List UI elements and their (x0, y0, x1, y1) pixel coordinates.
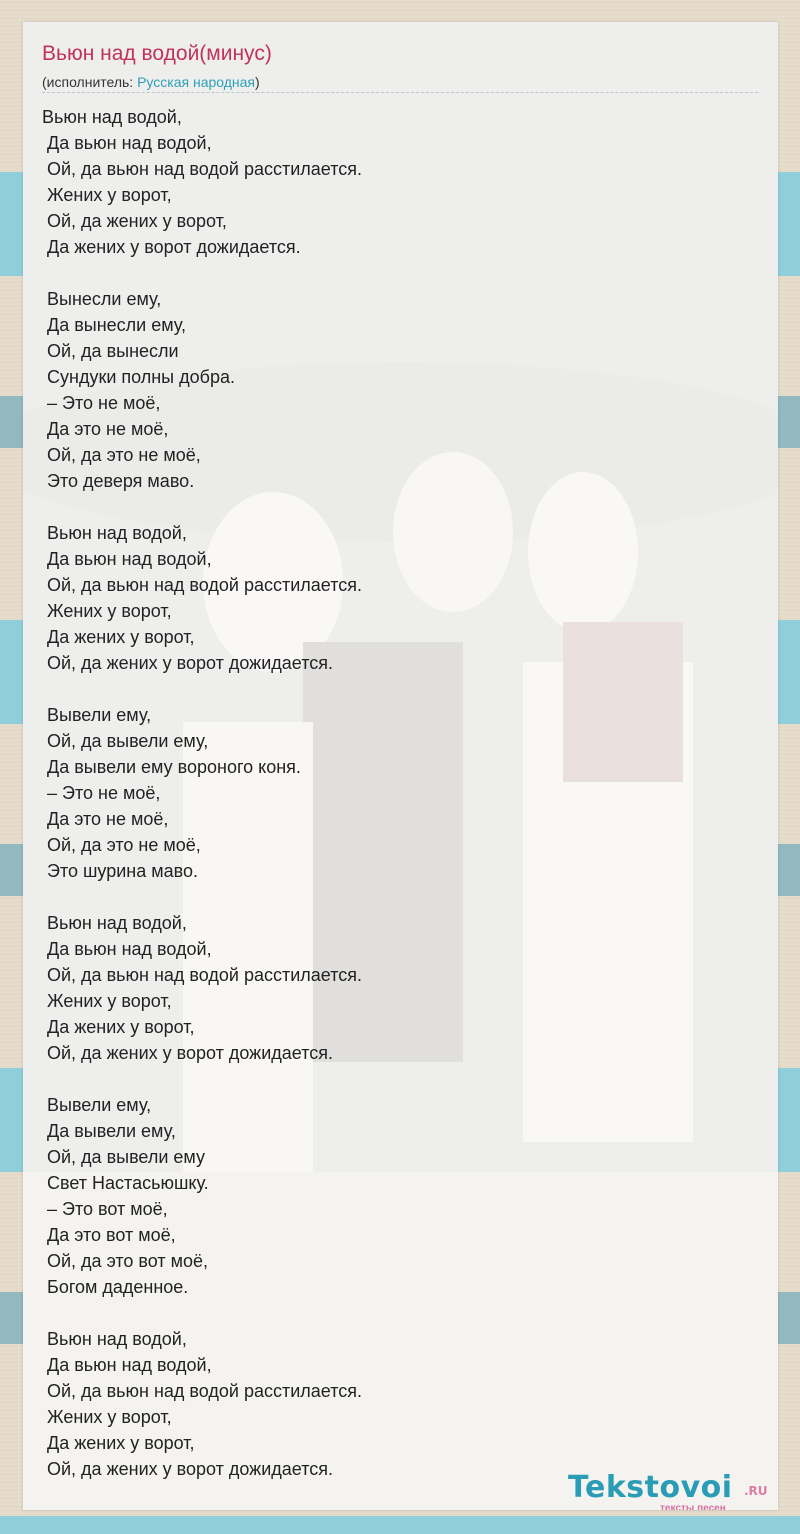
lyric-line: Да вьюн над водой, (42, 1355, 212, 1375)
lyric-line: Жених у ворот, (42, 601, 172, 621)
lyric-line: Да это не моё, (42, 419, 169, 439)
lyric-line: Вынесли ему, (42, 289, 162, 309)
lyric-line (42, 884, 742, 910)
lyric-line: Ой, да это вот моё, (42, 1251, 209, 1271)
artist-prefix: (исполнитель: (42, 74, 138, 90)
lyric-line: – Это не моё, (42, 783, 161, 803)
logo-wordmark: Tekstovoi (568, 1470, 733, 1505)
lyric-line: Ой, да вывели ему, (42, 731, 209, 751)
lyric-line: Да вьюн над водой, (42, 133, 212, 153)
lyric-line: Ой, да вывели ему (42, 1147, 205, 1167)
lyric-line: Ой, да жених у ворот дожидается. (42, 1043, 333, 1063)
lyric-line: Да вывели ему вороного коня. (42, 757, 301, 777)
lyric-line: Да вынесли ему, (42, 315, 186, 335)
lyric-line: Да это вот моё, (42, 1225, 176, 1245)
lyric-line (42, 1300, 742, 1326)
lyric-line: Это шурина маво. (42, 861, 199, 881)
lyric-line: Вьюн над водой, (42, 107, 182, 127)
site-logo[interactable] (568, 1470, 773, 1510)
logo-domain: .RU (744, 1484, 768, 1498)
lyric-line: Вьюн над водой, (42, 1329, 187, 1349)
lyric-line: Вывели ему, (42, 705, 152, 725)
artist-line (42, 74, 260, 90)
lyric-line: Ой, да вьюн над водой расстилается. (42, 575, 362, 595)
lyric-line: Ой, да это не моё, (42, 835, 201, 855)
lyric-line: Ой, да вьюн над водой расстилается. (42, 965, 362, 985)
lyric-line: – Это вот моё, (42, 1199, 168, 1219)
lyric-line: Ой, да жених у ворот дожидается. (42, 653, 333, 673)
artist-suffix: ) (255, 74, 260, 90)
lyric-line: Это деверя маво. (42, 471, 195, 491)
lyric-line: Вьюн над водой, (42, 523, 187, 543)
lyric-line: – Это не моё, (42, 393, 161, 413)
background-stripe (0, 1516, 800, 1534)
lyric-line: Да жених у ворот, (42, 1017, 195, 1037)
lyric-line: Ой, да вьюн над водой расстилается. (42, 1381, 362, 1401)
lyric-line (42, 1066, 742, 1092)
lyric-line: Да жених у ворот, (42, 627, 195, 647)
lyric-line: Ой, да жених у ворот, (42, 211, 227, 231)
lyric-line: Да жених у ворот, (42, 1433, 195, 1453)
lyric-line: Жених у ворот, (42, 185, 172, 205)
song-title: Вьюн над водой(минус) (42, 42, 272, 65)
lyric-line: Ой, да это не моё, (42, 445, 201, 465)
lyric-line: Жених у ворот, (42, 1407, 172, 1427)
lyric-line: Ой, да вьюн над водой расстилается. (42, 159, 362, 179)
lyric-line: Жених у ворот, (42, 991, 172, 1011)
lyric-line: Да вывели ему, (42, 1121, 176, 1141)
lyric-line: Да вьюн над водой, (42, 549, 212, 569)
lyric-line: Сундуки полны добра. (42, 367, 235, 387)
lyric-line (42, 676, 742, 702)
lyric-line: Да жених у ворот дожидается. (42, 237, 301, 257)
logo-tagline: тексты песен (660, 1503, 726, 1510)
lyric-line: Ой, да вынесли (42, 341, 179, 361)
lyric-line: Ой, да жених у ворот дожидается. (42, 1459, 333, 1479)
title-divider (42, 92, 758, 93)
lyric-line: Вывели ему, (42, 1095, 152, 1115)
artist-link[interactable]: Русская народная (137, 74, 256, 90)
lyric-line: Свет Настасьюшку. (42, 1173, 209, 1193)
lyric-line: Да это не моё, (42, 809, 169, 829)
lyrics-card (23, 22, 778, 1510)
lyric-line: Да вьюн над водой, (42, 939, 212, 959)
lyric-line (42, 494, 742, 520)
lyric-line: Вьюн над водой, (42, 913, 187, 933)
lyric-line (42, 260, 742, 286)
lyric-line: Богом даденное. (42, 1277, 189, 1297)
lyrics-text (42, 104, 742, 1482)
